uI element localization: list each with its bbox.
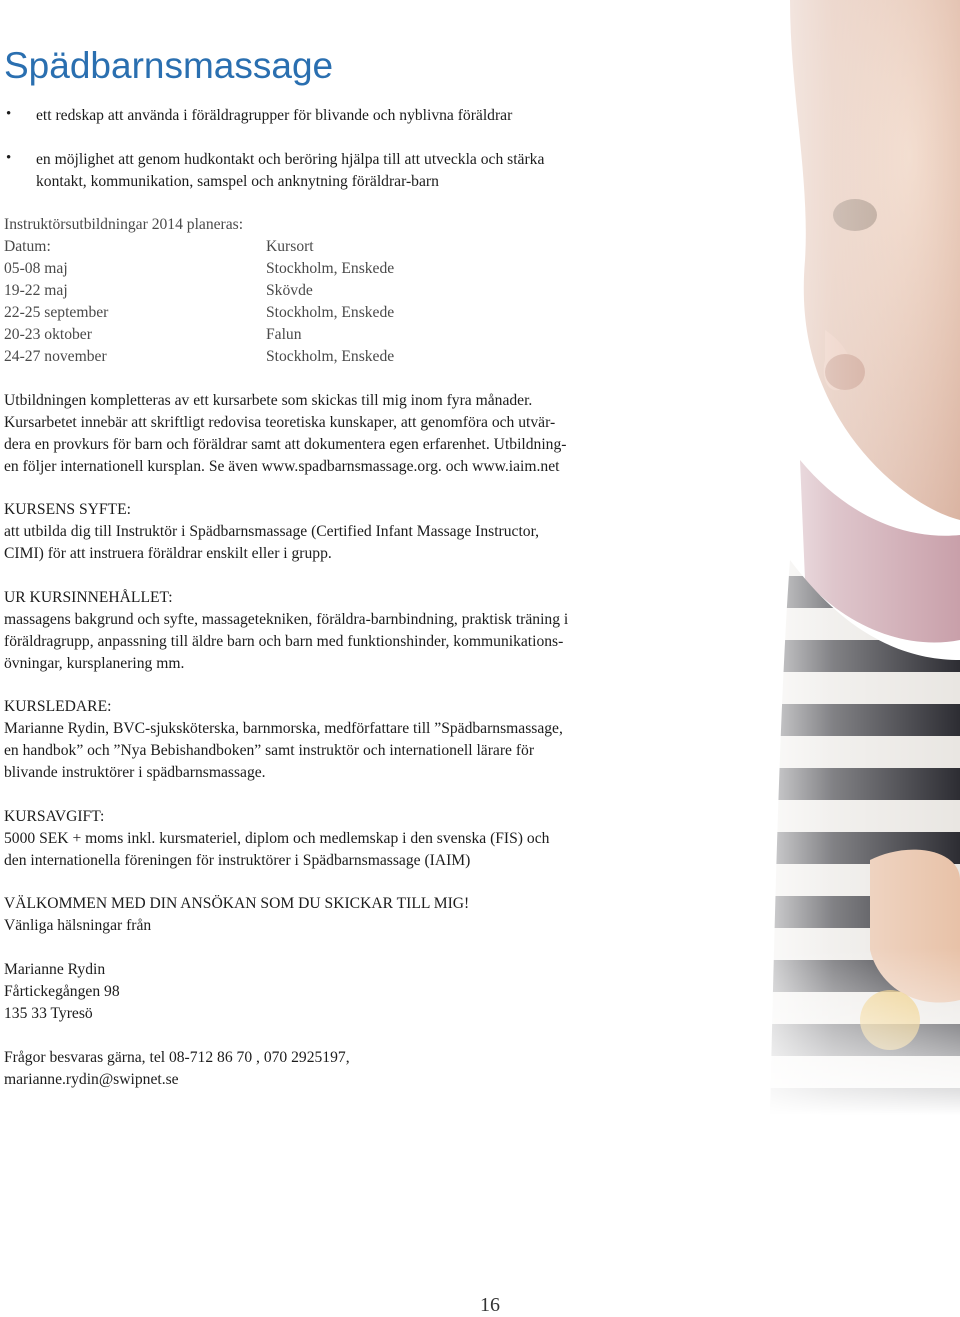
syfte-heading: KURSENS SYFTE: (4, 501, 131, 518)
schedule-date: 20-23 oktober (4, 326, 92, 343)
schedule-heading: Instruktörsutbildningar 2014 planeras: (4, 216, 244, 233)
innehall-heading: UR KURSINNEHÅLLET: (4, 589, 173, 606)
contact-phone: Frågor besvaras gärna, tel 08-712 86 70 , 070 2925197, (4, 1049, 350, 1066)
innehall-line: massagens bakgrund och syfte, massagetekniken, föräldra-barnbindning, praktisk träning i (4, 611, 569, 628)
kursavgift-line: den internationella föreningen för instruktörer i Spädbarnsmassage (IAIM) (4, 852, 471, 869)
schedule-place: Skövde (266, 282, 313, 299)
schedule-date: 24-27 november (4, 348, 107, 365)
bullet-item: en möjlighet att genom hudkontakt och beröring hjälpa till att utveckla och stärka (36, 151, 545, 168)
page-title: Spädbarnsmassage (4, 45, 334, 86)
schedule-date: 19-22 maj (4, 282, 68, 299)
schedule-place: Falun (266, 326, 302, 343)
kursavgift-line: 5000 SEK + moms inkl. kursmateriel, diplom och medlemskap i den svenska (FIS) och (4, 830, 550, 847)
innehall-line: föräldragrupp, anpassning till äldre barn och barn med funktionshinder, kommunikations- (4, 633, 564, 650)
schedule-place: Stockholm, Enskede (266, 348, 395, 365)
intro-line: dera en provkurs för barn och föräldrar samt att dokumentera egen erfarenhet. Utbildning- (4, 436, 567, 453)
intro-line: en följer internationell kursplan. Se även www.spadbarnsmassage.org. och www.iaim.net (4, 458, 560, 475)
welcome-text: VÄLKOMMEN MED DIN ANSÖKAN SOM DU SKICKAR TILL MIG! (4, 895, 470, 912)
syfte-line: CIMI) för att instruera föräldrar enskilt eller i grupp. (4, 545, 332, 562)
kursledare-line: blivande instruktörer i spädbarnsmassage. (4, 764, 266, 781)
bullet-item-continuation: kontakt, kommunikation, samspel och anknytning föräldrar-barn (36, 173, 439, 190)
kursledare-heading: KURSLEDARE: (4, 698, 112, 715)
bullet-icon: • (6, 150, 12, 166)
schedule-col-place: Kursort (266, 238, 314, 255)
address-name: Marianne Rydin (4, 961, 106, 978)
schedule-date: 22-25 september (4, 304, 109, 321)
syfte-line: att utbilda dig till Instruktör i Spädbarnsmassage (Certified Infant Massage Instructor, (4, 523, 540, 540)
kursledare-line: en handbok” och ”Nya Bebishandboken” samt instruktör och internationell lärare för (4, 742, 535, 759)
baby-photo (730, 0, 960, 1115)
address-street: Fårtickegången 98 (4, 983, 120, 1000)
intro-line: Utbildningen kompletteras av ett kursarbete som skickas till mig inom fyra månader. (4, 392, 533, 409)
kursavgift-heading: KURSAVGIFT: (4, 808, 105, 825)
intro-line: Kursarbetet innebär att skriftligt redovisa teoretiska kunskaper, att genomföra och utvär- (4, 414, 556, 431)
page-number: 16 (480, 1294, 500, 1316)
schedule-col-date: Datum: (4, 238, 51, 255)
kursledare-line: Marianne Rydin, BVC-sjuksköterska, barnmorska, medförfattare till ”Spädbarnsmassage, (4, 720, 563, 737)
schedule-place: Stockholm, Enskede (266, 304, 395, 321)
greeting-text: Vänliga hälsningar från (4, 917, 152, 934)
bullet-item: ett redskap att använda i föräldragrupper för blivande och nyblivna föräldrar (36, 107, 513, 124)
innehall-line: övningar, kursplanering mm. (4, 655, 185, 672)
contact-email: marianne.rydin@swipnet.se (4, 1071, 179, 1088)
schedule-place: Stockholm, Enskede (266, 260, 395, 277)
bullet-icon: • (6, 106, 12, 122)
schedule-date: 05-08 maj (4, 260, 68, 277)
address-city: 135 33 Tyresö (4, 1005, 93, 1022)
